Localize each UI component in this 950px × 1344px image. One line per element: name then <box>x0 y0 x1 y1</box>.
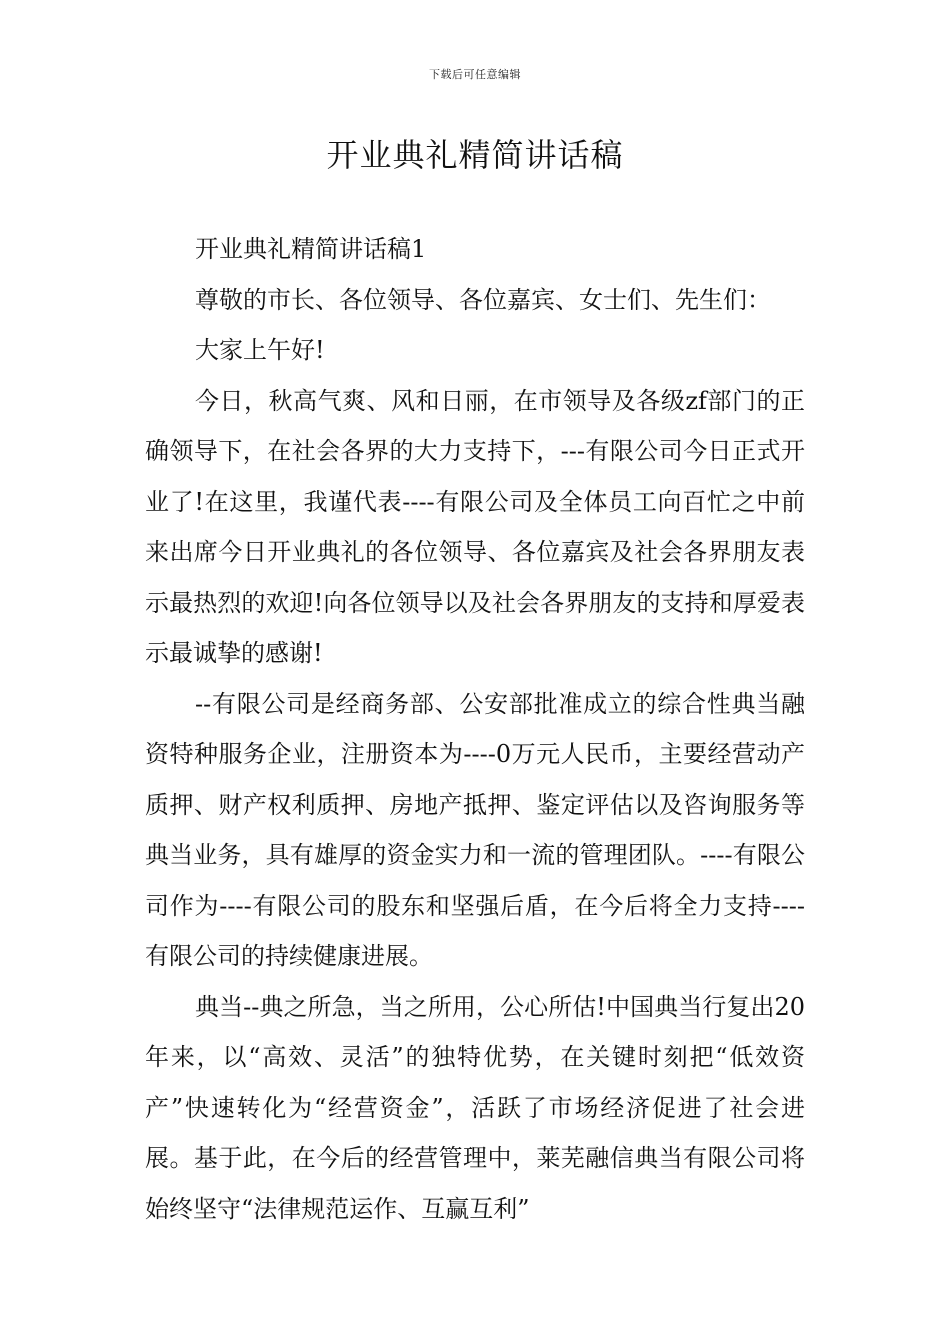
document-title: 开业典礼精简讲话稿 <box>326 136 624 174</box>
paragraph: 今日，秋高气爽、风和日丽，在市领导及各级zf部门的正确领导下，在社会各界的大力支持下，---有限公司今日正式开业了!在这里，我谨代表----有限公司及全体员工向百忙之中前来出席今日开业典礼的各位领导、各位嘉宾及社会各界朋友表示最热烈的欢迎!向各位领导以及社会各界朋友的支持和厚爱表示最诚挚的感谢! <box>145 386 805 667</box>
paragraph: --有限公司是经商务部、公安部批准成立的综合性典当融资特种服务企业，注册资本为----0万元人民币，主要经营动产质押、财产权利质押、房地产抵押、鉴定评估以及咨询服务等典当业务，具有雄厚的资金实力和一流的管理团队。----有限公司作为----有限公司的股东和坚强后盾，在今后将全力支持----有限公司的持续健康进展。 <box>145 689 805 970</box>
paragraph: 典当--典之所急，当之所用，公心所估!中国典当行复出20年来，以“高效、灵活”的独特优势，在关键时刻把“低效资产”快速转化为“经营资金”，活跃了市场经济促进了社会进展。基于此，在今后的经营管理中，莱芜融信典当有限公司将始终坚守“法律规范运作、互赢互利” <box>145 992 805 1223</box>
header-note: 下载后可任意编辑 <box>429 68 521 81</box>
document-body <box>145 224 805 1234</box>
paragraph-salutation: 尊敬的市长、各位领导、各位嘉宾、女士们、先生们： <box>195 285 771 314</box>
paragraph-subtitle: 开业典礼精简讲话稿1 <box>195 235 427 263</box>
paragraph-greeting: 大家上午好! <box>195 336 325 364</box>
